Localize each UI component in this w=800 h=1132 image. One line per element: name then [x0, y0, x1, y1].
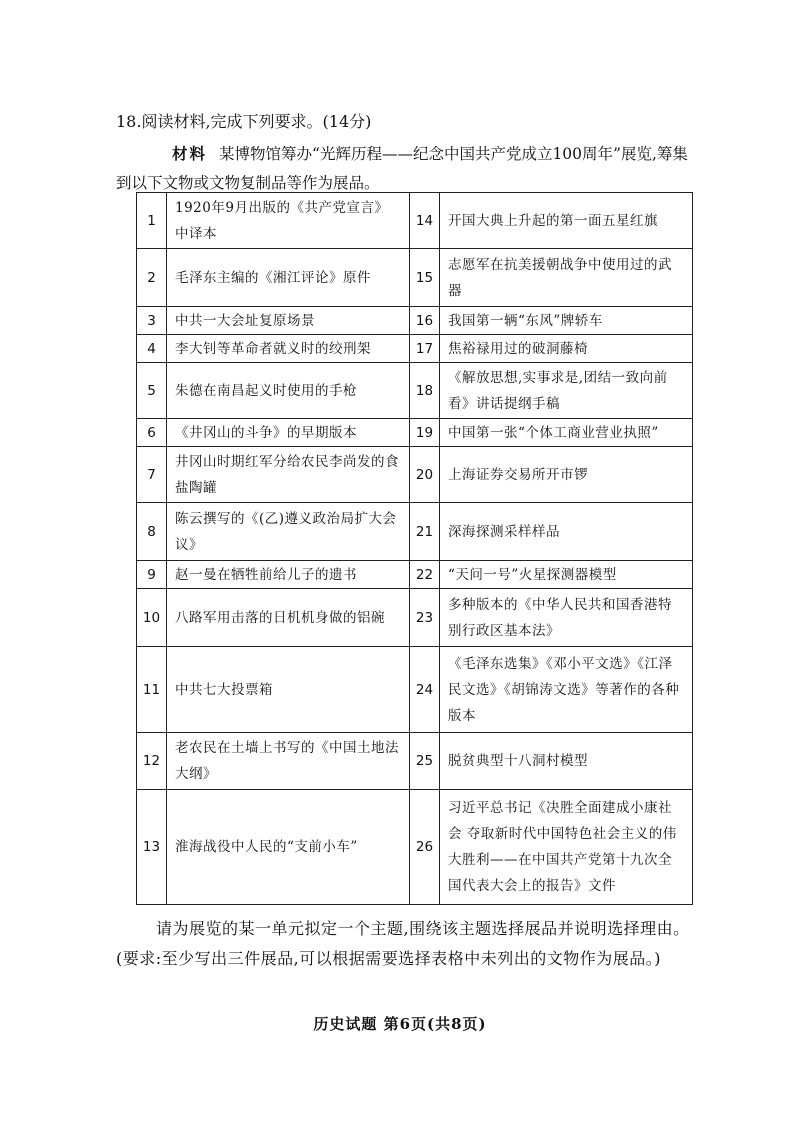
exhibit-item: 我国第一辆“东风”牌轿车: [440, 307, 693, 335]
exhibit-item: 焦裕禄用过的破洞藤椅: [440, 335, 693, 363]
row-number: 18: [410, 363, 440, 419]
row-number: 6: [137, 419, 167, 447]
row-number: 20: [410, 447, 440, 503]
table-row: [137, 647, 693, 733]
row-number: 11: [137, 647, 167, 733]
exhibit-item: 1920年9月出版的《共产党宣言》中译本: [167, 193, 410, 249]
row-number: 9: [137, 561, 167, 589]
table-row: [137, 363, 693, 419]
table-row: [137, 419, 693, 447]
table-row: [137, 193, 693, 249]
exhibit-item: 深海探测采样样品: [440, 503, 693, 561]
row-number: 16: [410, 307, 440, 335]
row-number: 12: [137, 733, 167, 790]
exhibit-item: 多种版本的《中华人民共和国香港特别行政区基本法》: [440, 589, 693, 647]
row-number: 7: [137, 447, 167, 503]
exhibit-item: 《毛泽东选集》《邓小平文选》《江泽民文选》《胡锦涛文选》等著作的各种版本: [440, 647, 693, 733]
row-number: 26: [410, 790, 440, 905]
task-instructions: 请为展览的某一单元拟定一个主题,围绕该主题选择展品并说明选择理由。(要求:至少写出三件展品,可以根据需要选择表格中未列出的文物作为展品。): [116, 919, 690, 968]
exhibit-item: 脱贫典型十八洞村模型: [440, 733, 693, 790]
table-row: [137, 503, 693, 561]
table-row: [137, 249, 693, 307]
table-row: [137, 335, 693, 363]
table-row: [137, 589, 693, 647]
exhibit-item: 赵一曼在牺牲前给儿子的遗书: [167, 561, 410, 589]
exhibit-item: 中共七大投票箱: [167, 647, 410, 733]
exhibit-item: 李大钊等革命者就义时的绞刑架: [167, 335, 410, 363]
row-number: 15: [410, 249, 440, 307]
exhibit-item: 八路军用击落的日机机身做的铝碗: [167, 589, 410, 647]
exhibit-item: 上海证券交易所开市锣: [440, 447, 693, 503]
table-row: [137, 307, 693, 335]
exhibit-item: 老农民在土墙上书写的《中国土地法大纲》: [167, 733, 410, 790]
exhibit-item: 井冈山时期红军分给农民李尚发的食盐陶罐: [167, 447, 410, 503]
exhibit-item: 中国第一张“个体工商业营业执照”: [440, 419, 693, 447]
exhibits-table: [136, 192, 693, 905]
exhibit-item: “天问一号”火星探测器模型: [440, 561, 693, 589]
row-number: 14: [410, 193, 440, 249]
material-label: 材料: [172, 144, 208, 163]
exhibit-item: 《井冈山的斗争》的早期版本: [167, 419, 410, 447]
table-row: [137, 733, 693, 790]
exhibit-item: 《解放思想,实事求是,团结一致向前看》讲话提纲手稿: [440, 363, 693, 419]
row-number: 22: [410, 561, 440, 589]
question-title: 18.阅读材料,完成下列要求。(14分): [116, 112, 372, 131]
row-number: 8: [137, 503, 167, 561]
material-text: 某博物馆筹办“光辉历程——纪念中国共产党成立100周年”展览,筹集到以下文物或文物复制品等作为展品。: [116, 145, 688, 192]
exhibit-item: 毛泽东主编的《湘江评论》原件: [167, 249, 410, 307]
material-paragraph: [116, 139, 698, 198]
row-number: 23: [410, 589, 440, 647]
row-number: 5: [137, 363, 167, 419]
row-number: 1: [137, 193, 167, 249]
exhibit-item: 中共一大会址复原场景: [167, 307, 410, 335]
exhibit-item: 淮海战役中人民的“支前小车”: [167, 790, 410, 905]
page-footer: 历史试题 第6页(共8页): [313, 1015, 487, 1033]
table-row: [137, 561, 693, 589]
exhibit-item: 陈云撰写的《(乙)遵义政治局扩大会议》: [167, 503, 410, 561]
exhibit-item: 习近平总书记《决胜全面建成小康社会 夺取新时代中国特色社会主义的伟大胜利——在中国共产党第十九次全国代表大会上的报告》文件: [440, 790, 693, 905]
row-number: 13: [137, 790, 167, 905]
row-number: 21: [410, 503, 440, 561]
row-number: 19: [410, 419, 440, 447]
exhibit-item: 朱德在南昌起义时使用的手枪: [167, 363, 410, 419]
row-number: 3: [137, 307, 167, 335]
table-row: [137, 790, 693, 905]
row-number: 4: [137, 335, 167, 363]
table-row: [137, 447, 693, 503]
row-number: 24: [410, 647, 440, 733]
row-number: 2: [137, 249, 167, 307]
exhibit-item: 开国大典上升起的第一面五星红旗: [440, 193, 693, 249]
exhibit-item: 志愿军在抗美援朝战争中使用过的武器: [440, 249, 693, 307]
row-number: 25: [410, 733, 440, 790]
row-number: 17: [410, 335, 440, 363]
row-number: 10: [137, 589, 167, 647]
